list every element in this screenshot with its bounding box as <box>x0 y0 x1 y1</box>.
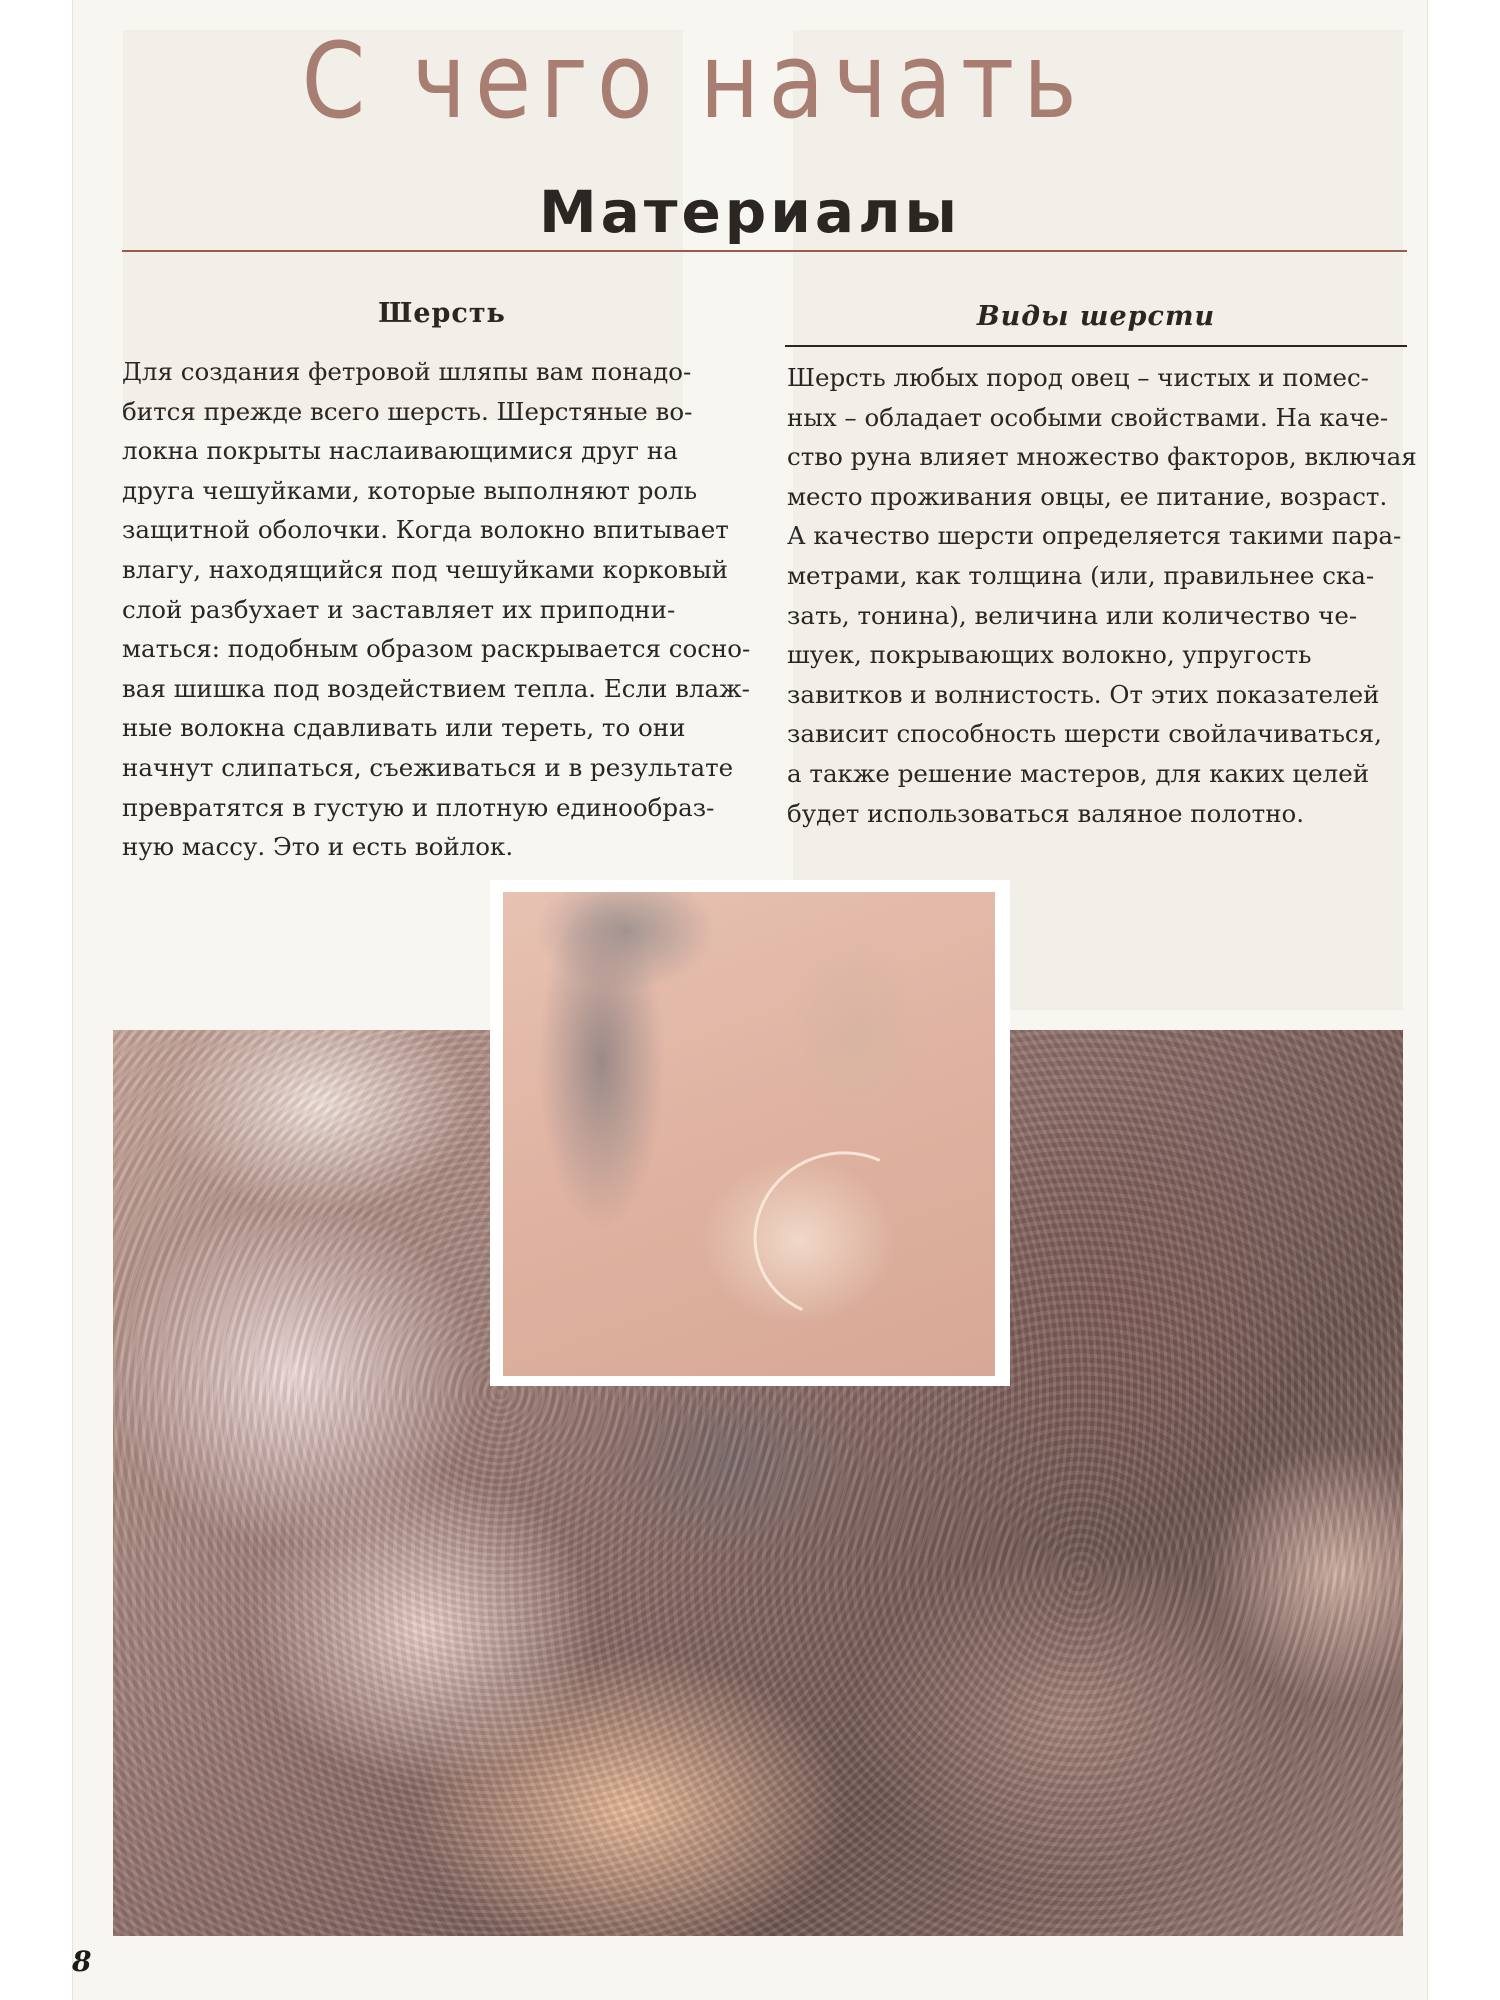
text-line: метрами, как толщина (или, правильнее ска- <box>787 560 1375 590</box>
text-line: а также решение мастеров, для каких целей <box>787 758 1370 788</box>
text-line: вая шишка под воздействием тепла. Если влаж- <box>122 673 750 703</box>
text-line: ных – обладает особыми свойствами. На каче- <box>787 402 1389 432</box>
page-number: 8 <box>72 1945 92 1978</box>
closeup-image <box>503 892 995 1376</box>
text-line: место проживания овцы, ее питание, возраст. <box>787 481 1388 511</box>
heading-underline <box>785 345 1407 347</box>
text-line: влагу, находящийся под чешуйками корковый <box>122 554 728 584</box>
text-line: ство руна влияет множество факторов, включая <box>787 442 1417 472</box>
text-line: ную массу. Это и есть войлок. <box>122 832 514 862</box>
text-line: зать, тонина), величина или количество че- <box>787 600 1358 630</box>
right-column-text <box>787 358 1417 833</box>
left-column-text <box>122 352 751 867</box>
section-title: Материалы <box>538 178 962 246</box>
chapter-title: С чего начать <box>301 20 1086 142</box>
text-line: бится прежде всего шерсть. Шерстяные во- <box>122 396 693 426</box>
text-line: друга чешуйками, которые выполняют роль <box>122 475 698 505</box>
text-line: начнут слипаться, съеживаться и в результате <box>122 752 734 782</box>
text-line: будет использоваться валяное полотно. <box>787 798 1305 828</box>
text-line: слой разбухает и заставляет их приподни- <box>122 594 676 624</box>
text-line: маться: подобным образом раскрывается сосно- <box>122 634 751 664</box>
text-line: защитной оболочки. Когда волокно впитывает <box>122 515 729 545</box>
text-line: шуек, покрывающих волокно, упругость <box>787 640 1312 670</box>
text-line: Шерсть любых пород овец – чистых и помес- <box>787 363 1369 392</box>
section-divider <box>122 250 1407 252</box>
right-column-heading: Виды шерсти <box>976 301 1216 332</box>
text-line: ные волокна сдавливать или тереть, то они <box>122 713 686 743</box>
text-line: зависит способность шерсти свойлачиваться, <box>787 719 1382 749</box>
text-line: А качество шерсти определяется такими пара- <box>787 521 1402 551</box>
left-column-heading: Шерсть <box>378 298 506 329</box>
text-line: Для создания фетровой шляпы вам понадо- <box>122 357 692 386</box>
text-line: локна покрыты наслаивающимися друг на <box>122 436 678 466</box>
fiber-curl <box>730 1127 952 1343</box>
text-line: завитков и волнистость. От этих показателей <box>787 679 1380 709</box>
text-line: превратятся в густую и плотную единообраз- <box>122 792 715 822</box>
wool-fiber-closeup-photo <box>490 880 1010 1386</box>
